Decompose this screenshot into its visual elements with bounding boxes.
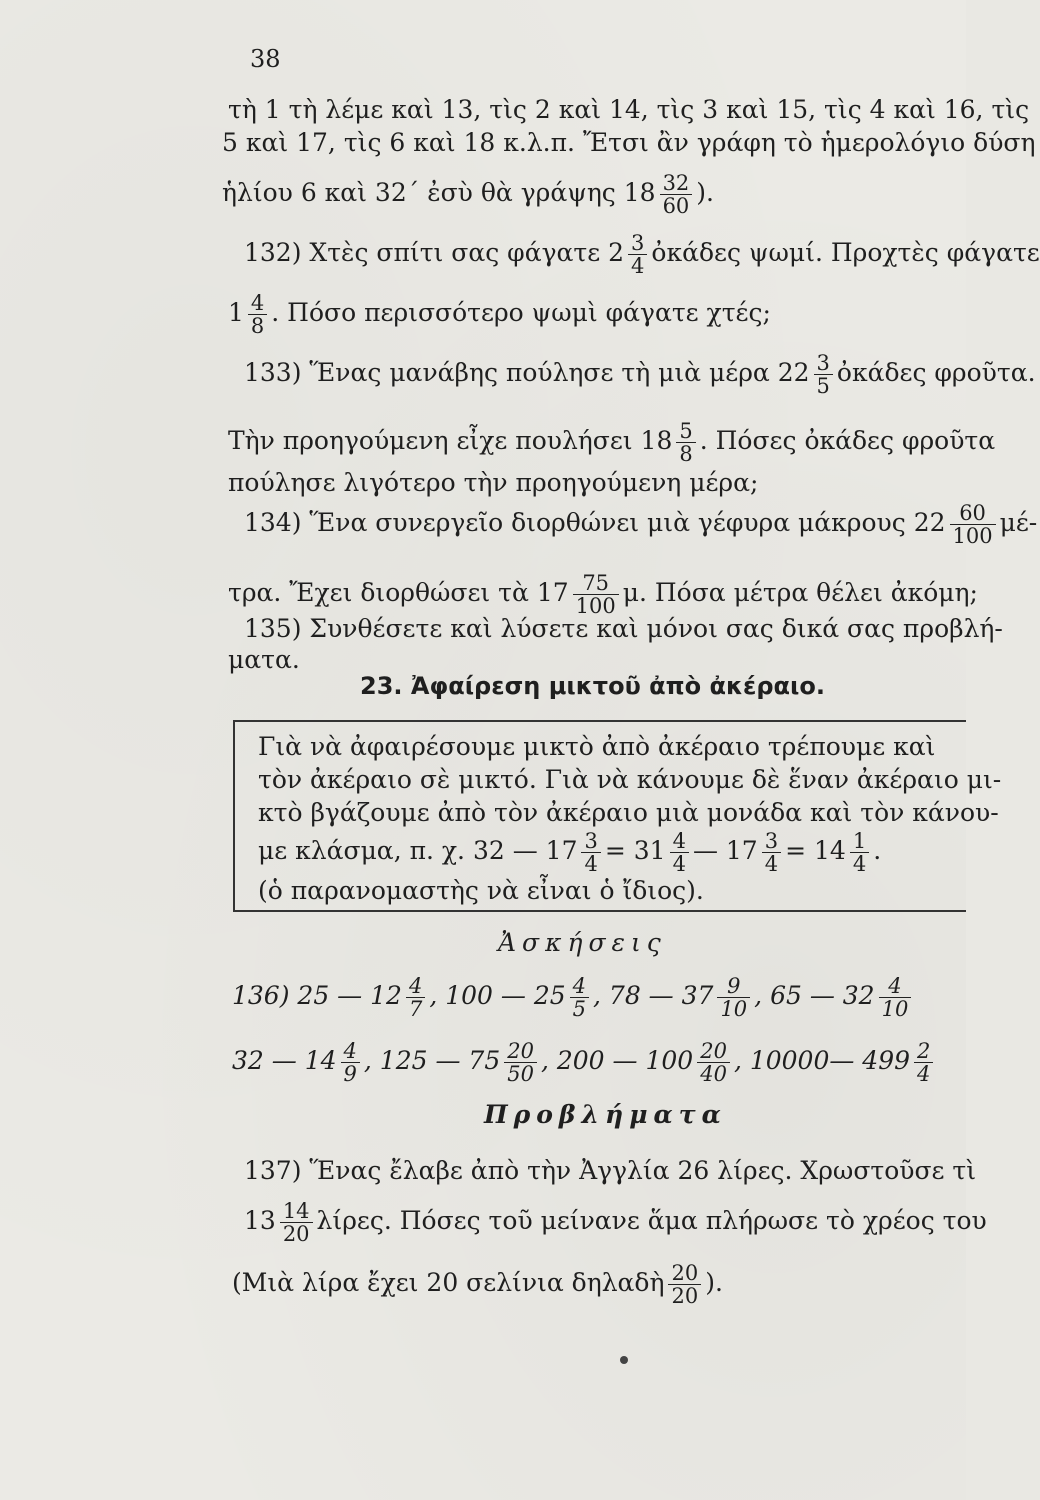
- numerator: 4: [572, 974, 587, 998]
- text-segment: ὀκάδες ψωμί. Προχτὲς φάγατε: [651, 238, 1040, 267]
- fraction: [950, 502, 996, 547]
- numerator: 2: [917, 1039, 931, 1063]
- denominator: 4: [581, 852, 600, 875]
- numerator: 4: [343, 1039, 357, 1063]
- text-segment: 13: [244, 1206, 276, 1235]
- numerator: 3: [764, 829, 779, 853]
- text-segment: , 65 — 32: [754, 981, 875, 1010]
- fraction: [676, 420, 695, 465]
- denominator: 9: [341, 1062, 360, 1085]
- denominator: 4: [914, 1062, 933, 1085]
- text-segment: . Πόσες ὀκάδες φροῦτα: [699, 426, 996, 455]
- denominator: 4: [850, 852, 869, 875]
- fraction: [762, 830, 781, 875]
- numerator: 60: [959, 501, 986, 525]
- section-heading: 23. Ἀφαίρεση μικτοῦ ἀπὸ ἀκέραιο.: [360, 672, 825, 700]
- text-line: [244, 352, 1036, 397]
- text-segment: Τὴν προηγούμενη εἶχε πουλήσει 18: [228, 426, 673, 455]
- text-segment: ὀκάδες φροῦτα.: [836, 358, 1036, 387]
- fraction: [850, 830, 869, 875]
- text-segment: 1: [228, 298, 244, 327]
- rule-line: [258, 830, 881, 875]
- text-segment: 136) 25 — 12: [232, 981, 402, 1010]
- denominator: 4: [628, 254, 647, 277]
- denominator: 50: [504, 1062, 537, 1085]
- fraction: [879, 975, 912, 1020]
- text-segment: 32 — 14: [232, 1046, 337, 1075]
- text-line: [222, 172, 714, 217]
- text-line: [228, 572, 978, 617]
- rule-line: (ὁ παρανομαστὴς νὰ εἶναι ὁ ἴδιος).: [258, 876, 704, 905]
- numerator: 3: [584, 829, 598, 853]
- numerator: 1: [852, 829, 867, 853]
- problem-line: [232, 1262, 723, 1307]
- text-segment: , 125 — 75: [363, 1046, 501, 1075]
- text-segment: — 17: [692, 836, 758, 865]
- denominator: 5: [814, 374, 833, 397]
- fraction: [628, 232, 647, 277]
- text-segment: 132) Χτὲς σπίτι σας φάγατε 2: [244, 238, 625, 267]
- numerator: 20: [671, 1261, 699, 1285]
- fraction: [670, 830, 689, 875]
- text-segment: .: [873, 836, 882, 865]
- numerator: 20: [700, 1039, 727, 1063]
- text-segment: , 10000— 499: [733, 1046, 911, 1075]
- numerator: 4: [250, 291, 265, 315]
- text-segment: μέ-: [999, 508, 1038, 537]
- text-segment: ).: [696, 178, 714, 207]
- denominator: 7: [406, 997, 425, 1020]
- fraction: [814, 352, 833, 397]
- page-number: 38: [250, 45, 281, 73]
- problem-line: 137) Ἕνας ἔλαβε ἀπὸ τὴν Ἀγγλία 26 λίρες. Χρωστοῦσε τὶ: [244, 1156, 977, 1185]
- text-line: τὴ 1 τὴ λέμε καὶ 13, τὶς 2 καὶ 14, τὶς 3 καὶ 15, τὶς 4 καὶ 16, τὶς: [228, 95, 1030, 124]
- text-segment: μ. Πόσα μέτρα θέλει ἀκόμη;: [622, 578, 978, 607]
- denominator: 8: [248, 314, 267, 337]
- fraction: [504, 1040, 537, 1085]
- fraction: [914, 1040, 933, 1085]
- numerator: 14: [282, 1199, 310, 1223]
- numerator: 4: [888, 974, 902, 998]
- denominator: 20: [280, 1222, 313, 1245]
- numerator: 4: [672, 829, 686, 853]
- numerator: 4: [408, 974, 423, 998]
- numerator: 3: [631, 231, 645, 255]
- fraction: [660, 172, 693, 217]
- numerator: 3: [816, 351, 830, 375]
- denominator: 60: [660, 194, 693, 217]
- text-line: ματα.: [228, 645, 300, 674]
- numerator: 5: [679, 419, 693, 443]
- numerator: 32: [662, 171, 690, 195]
- fraction: [280, 1200, 313, 1245]
- denominator: 4: [762, 852, 781, 875]
- text-line: 135) Συνθέσετε καὶ λύσετε καὶ μόνοι σας δικά σας προβλή-: [244, 614, 1003, 643]
- numerator: 75: [582, 571, 610, 595]
- denominator: 40: [697, 1062, 730, 1085]
- text-line: [228, 292, 771, 337]
- numerator: 20: [507, 1039, 534, 1063]
- denominator: 20: [668, 1284, 701, 1307]
- exercise-line: [232, 975, 915, 1020]
- text-segment: , 200 — 100: [540, 1046, 694, 1075]
- denominator: 8: [676, 442, 695, 465]
- fraction: [341, 1040, 360, 1085]
- text-segment: ).: [705, 1268, 723, 1297]
- text-segment: 134) Ἕνα συνεργεῖο διορθώνει μιὰ γέφυρα μάκρους 22: [244, 508, 946, 537]
- rule-line: τὸν ἀκέραιο σὲ μικτό. Γιὰ νὰ κάνουμε δὲ ἕναν ἀκέραιο μι-: [258, 765, 1002, 794]
- text-segment: ἡλίου 6 καὶ 32΄ ἐσὺ θὰ γράψης 18: [222, 178, 656, 207]
- fraction: [668, 1262, 701, 1307]
- text-segment: 133) Ἕνας μανάβης πούλησε τὴ μιὰ μέρα 22: [244, 358, 810, 387]
- fraction: [406, 975, 425, 1020]
- denominator: 5: [570, 997, 589, 1020]
- fraction: [697, 1040, 730, 1085]
- text-line: [244, 232, 1040, 277]
- text-segment: , 100 — 25: [429, 981, 566, 1010]
- denominator: 100: [950, 524, 996, 547]
- text-line: 5 καὶ 17, τὶς 6 καὶ 18 κ.λ.π. Ἔτσι ἂν γράφη τὸ ἡμερολόγιο δύση: [222, 128, 1036, 157]
- denominator: 4: [670, 852, 689, 875]
- fraction: [248, 292, 267, 337]
- ink-spot: [620, 1356, 628, 1364]
- text-segment: τρα. Ἔχει διορθώσει τὰ 17: [228, 578, 569, 607]
- rule-line: Γιὰ νὰ ἀφαιρέσουμε μικτὸ ἀπὸ ἀκέραιο τρέπουμε καὶ: [258, 732, 936, 761]
- rule-line: κτὸ βγάζουμε ἀπὸ τὸν ἀκέραιο μιὰ μονάδα καὶ τὸν κάνου-: [258, 798, 999, 827]
- text-line: [244, 502, 1037, 547]
- text-segment: (Μιὰ λίρα ἔχει 20 σελίνια δηλαδὴ: [232, 1268, 665, 1297]
- denominator: 100: [573, 594, 619, 617]
- text-segment: με κλάσμα, π. χ. 32 — 17: [258, 836, 578, 865]
- denominator: 10: [879, 997, 912, 1020]
- text-segment: , 78 — 37: [593, 981, 714, 1010]
- text-line: [228, 420, 995, 465]
- denominator: 10: [717, 997, 750, 1020]
- fraction: [573, 572, 619, 617]
- text-segment: . Πόσο περισσότερο ψωμὶ φάγατε χτές;: [271, 298, 771, 327]
- text-segment: λίρες. Πόσες τοῦ μείνανε ἅμα πλήρωσε τὸ χρέος του: [316, 1206, 987, 1235]
- numerator: 9: [727, 974, 741, 998]
- exercise-line: [232, 1040, 937, 1085]
- problem-line: [244, 1200, 987, 1245]
- text-segment: = 14: [785, 836, 846, 865]
- text-line: πούλησε λιγότερο τὴν προηγούμενη μέρα;: [228, 468, 759, 497]
- exercises-heading: Ἀσκήσεις: [498, 928, 667, 957]
- problems-heading: Προβλήματα: [484, 1100, 727, 1129]
- fraction: [570, 975, 589, 1020]
- fraction: [581, 830, 600, 875]
- text-segment: = 31: [604, 836, 666, 865]
- fraction: [717, 975, 750, 1020]
